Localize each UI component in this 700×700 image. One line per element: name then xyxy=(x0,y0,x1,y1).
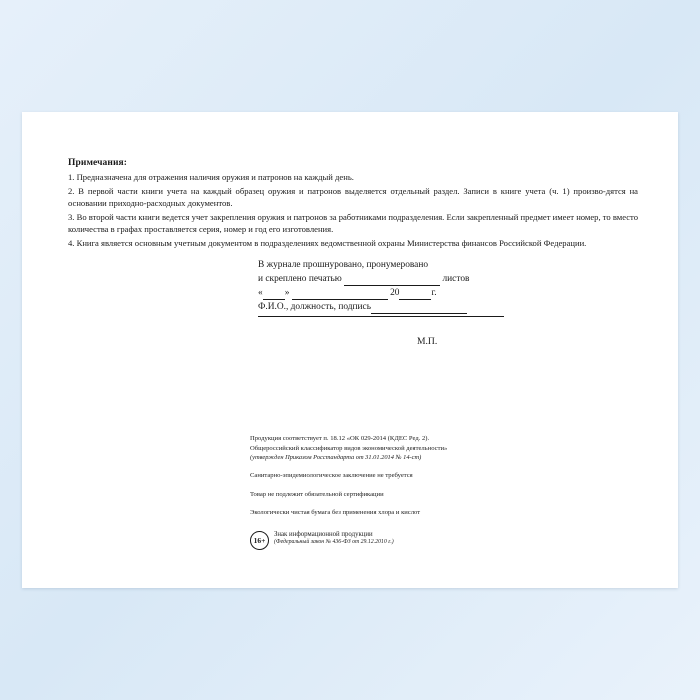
certification-line-4 xyxy=(258,300,558,314)
note-item-4: 4. Книга является основным учетным документом в подразделениях ведомственной охраны Министерства финансов Российской Федерации. xyxy=(68,237,587,248)
document-page xyxy=(22,112,678,588)
stamp-label: М.П. xyxy=(417,336,438,347)
age-rating-icon: 16+ xyxy=(250,531,269,550)
certification-sheets-label: листов xyxy=(442,274,470,285)
certification-line-2 xyxy=(258,272,558,286)
age-mark-title: Знак информационной продукции xyxy=(274,531,373,539)
year-prefix: 20 xyxy=(390,288,400,299)
age-mark-law: (Федеральный закон № 436-ФЗ от 29.12.2010 г.) xyxy=(274,539,394,546)
certification-line-1-text: В журнале прошнуровано, пронумеровано xyxy=(258,260,429,270)
notes-title: Примечания: xyxy=(68,158,128,168)
month-blank[interactable] xyxy=(292,290,388,300)
day-quote-open: « xyxy=(258,288,263,299)
signatory-blank[interactable] xyxy=(371,304,467,314)
footer-product-line-3: (утвержден Приказом Росстандарта от 31.01.2014 № 14-ст) xyxy=(250,454,422,462)
day-quote-close: » xyxy=(284,288,290,299)
footer-block xyxy=(250,434,550,550)
year-blank[interactable] xyxy=(399,290,431,300)
note-item-2: 2. В первой части книги учета на каждый образец оружия и патронов выделяется отдельный раздел. Записи в книге учета (ч. 1) произво-дятся на основании приходно-расходных документов. xyxy=(68,185,638,208)
footer-product-line-2: Общероссийский классификатор видов экономической деятельности» xyxy=(250,444,448,452)
signatory-label: Ф.И.О., должность, подпись xyxy=(258,302,371,313)
footer-sanitary-note: Санитарно-эпидемиологическое заключение не требуется xyxy=(250,472,413,480)
certification-line-2-text: и скреплено печатью xyxy=(258,274,342,285)
footer-certification-note: Товар не подлежит обязательной сертификации xyxy=(250,490,384,498)
footer-paper-note: Экологически чистая бумага без применения хлора и кислот xyxy=(250,509,421,517)
certification-line-3 xyxy=(258,286,558,300)
age-mark-text xyxy=(274,530,394,547)
certification-block xyxy=(258,258,558,317)
note-item-1: 1. Предназначена для отражения наличия оружия и патронов на каждый день. xyxy=(68,172,354,182)
certification-line-1 xyxy=(258,258,558,272)
age-mark-block xyxy=(250,530,550,550)
year-suffix: г. xyxy=(431,288,437,299)
notes-section xyxy=(68,158,638,250)
signature-rule xyxy=(258,316,504,317)
sheets-count-blank[interactable] xyxy=(344,276,440,286)
note-item-3: 3. Во второй части книги ведется учет закрепления оружия и патронов за работниками подразделения. Если закрепленный предмет имеет номер, то вместо количества в графах проставляется серия, номер и год его изготовления. xyxy=(68,211,638,234)
day-blank[interactable] xyxy=(263,290,285,300)
footer-product-line-1: Продукция соответствует п. 18.12 «ОК 029-2014 (КДЕС Ред. 2). xyxy=(250,435,430,442)
